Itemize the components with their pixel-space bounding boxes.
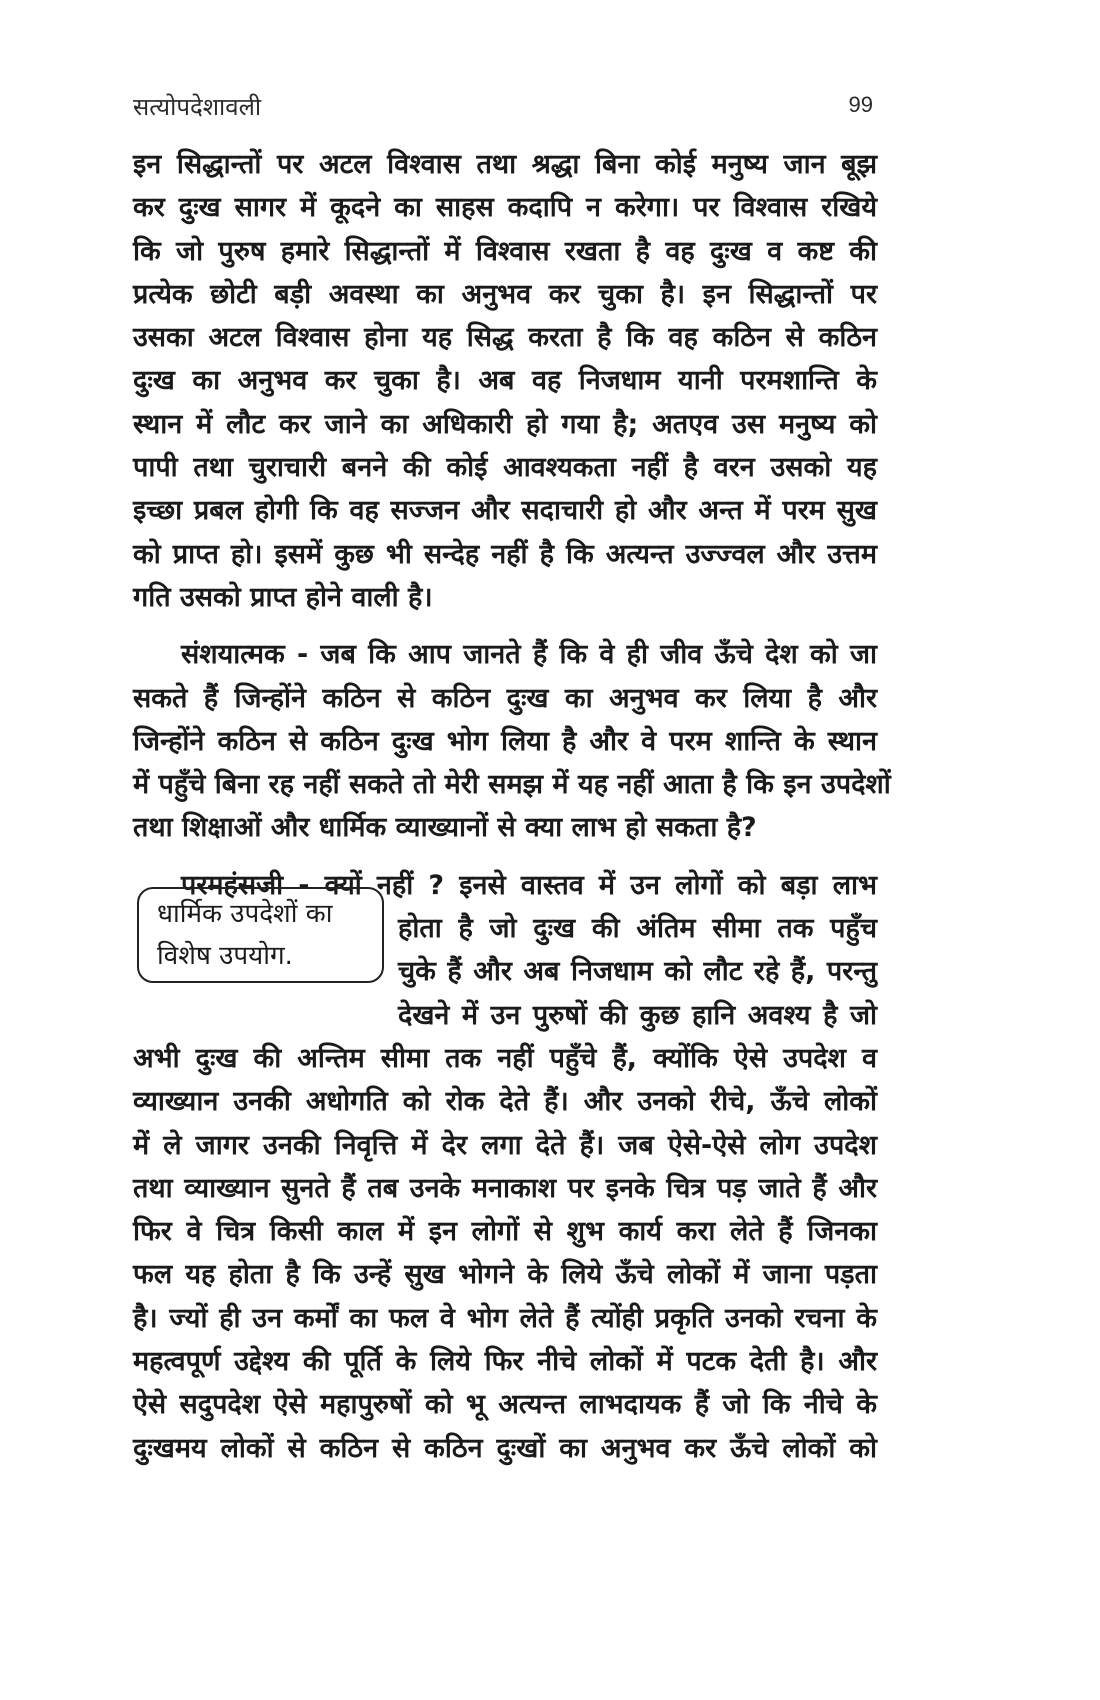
text-line: देखने में उन पुरुषों की कुछ हानि अवश्य है जो bbox=[398, 999, 877, 1031]
paragraph-gap bbox=[133, 850, 877, 864]
text-line: में ले जागर उनकी निवृत्ति में देर लगा देते हैं। जब ऐसे-ऐसे लोग उपदेश bbox=[133, 1129, 877, 1161]
text-line: पापी तथा चुराचारी बनने की कोई आवश्यकता नहीं है वरन उसको यह bbox=[133, 452, 877, 484]
text-line: परमहंसजी - क्यों नहीं ? इनसे वास्तव में उन लोगों को बड़ा लाभ bbox=[181, 869, 877, 901]
running-header bbox=[133, 90, 873, 126]
body-text bbox=[133, 143, 891, 1470]
text-line: कि जो पुरुष हमारे सिद्धान्तों में विश्वास रखता है वह दुःख व कष्ट की bbox=[133, 235, 877, 267]
text-line: उसका अटल विश्वास होना यह सिद्ध करता है कि वह कठिन से कठिन bbox=[133, 322, 877, 354]
text-line: जिन्होंने कठिन से कठिन दुःख भोग लिया है और वे परम शान्ति के स्थान bbox=[133, 725, 877, 757]
text-line: अभी दुःख की अन्तिम सीमा तक नहीं पहुँचे हैं, क्योंकि ऐसे उपदेश व bbox=[133, 1042, 877, 1074]
text-line: स्थान में लौट कर जाने का अधिकारी हो गया है; अतएव उस मनुष्य को bbox=[133, 408, 877, 440]
text-line: फिर वे चित्र किसी काल में इन लोगों से शुभ कार्य करा लेते हैं जिनका bbox=[133, 1216, 877, 1248]
text-line: फल यह होता है कि उन्हें सुख भोगने के लिये ऊँचे लोकों में जाना पड़ता bbox=[133, 1259, 877, 1291]
text-line: दुःखमय लोकों से कठिन से कठिन दुःखों का अनुभव कर ऊँचे लोकों को bbox=[133, 1432, 877, 1464]
text-line: में पहुँचे बिना रह नहीं सकते तो मेरी समझ में यह नहीं आता है कि इन उपदेशों bbox=[133, 769, 891, 801]
text-line: है। ज्यों ही उन कर्मों का फल वे भोग लेते हैं त्योंही प्रकृति उनको रचना के bbox=[133, 1302, 877, 1334]
text-line: तथा शिक्षाओं और धार्मिक व्याख्यानों से क्या लाभ हो सकता है? bbox=[133, 812, 757, 844]
text-line: इन सिद्धान्तों पर अटल विश्वास तथा श्रद्धा बिना कोई मनुष्य जान बूझ bbox=[133, 149, 877, 180]
text-line: संशयात्मक - जब कि आप जानते हैं कि वे ही जीव ऊँचे देश को जा bbox=[181, 639, 877, 671]
running-title: सत्योपदेशावली bbox=[133, 93, 262, 121]
text-line: गति उसको प्राप्त होने वाली है। bbox=[133, 581, 433, 613]
margin-note-line: धार्मिक उपदेशों का bbox=[157, 899, 333, 929]
text-line: कर दुःख सागर में कूदने का साहस कदापि न करेगा। पर विश्वास रखिये bbox=[133, 192, 877, 224]
margin-note-line: विशेष उपयोग. bbox=[157, 941, 293, 971]
text-line: सकते हैं जिन्होंने कठिन से कठिन दुःख का अनुभव कर लिया है और bbox=[133, 682, 877, 714]
text-line: व्याख्यान उनकी अधोगति को रोक देते हैं। और उनको रीचे, ऊँचे लोकों bbox=[133, 1086, 877, 1118]
paragraph bbox=[133, 633, 891, 849]
text-line: दुःख का अनुभव कर चुका है। अब वह निजधाम यानी परमशान्ति के bbox=[133, 365, 877, 397]
text-line: ऐसे सदुपदेश ऐसे महापुरुषों को भू अत्यन्त लाभदायक हैं जो कि नीचे के bbox=[133, 1389, 877, 1421]
text-line: महत्वपूर्ण उद्देश्य की पूर्ति के लिये फिर नीचे लोकों में पटक देती है। और bbox=[133, 1346, 877, 1378]
page-number: 99 bbox=[848, 92, 873, 117]
text-line: प्रत्येक छोटी बड़ी अवस्था का अनुभव कर चुका है। इन सिद्धान्तों पर bbox=[133, 278, 877, 310]
margin-note-box bbox=[137, 887, 384, 983]
text-line: तथा व्याख्यान सुनते हैं तब उनके मनाकाश पर इनके चित्र पड़ जाते हैं और bbox=[133, 1172, 877, 1204]
paragraph-gap bbox=[133, 619, 877, 633]
paragraph bbox=[133, 143, 877, 619]
text-line: इच्छा प्रबल होगी कि वह सज्जन और सदाचारी हो और अन्त में परम सुख bbox=[133, 495, 877, 527]
text-line: चुके हैं और अब निजधाम को लौट रहे हैं, परन्तु bbox=[398, 956, 877, 988]
text-line: को प्राप्त हो। इसमें कुछ भी सन्देह नहीं है कि अत्यन्त उज्ज्वल और उत्तम bbox=[133, 538, 877, 570]
text-line: होता है जो दुःख की अंतिम सीमा तक पहुँच bbox=[398, 913, 877, 945]
